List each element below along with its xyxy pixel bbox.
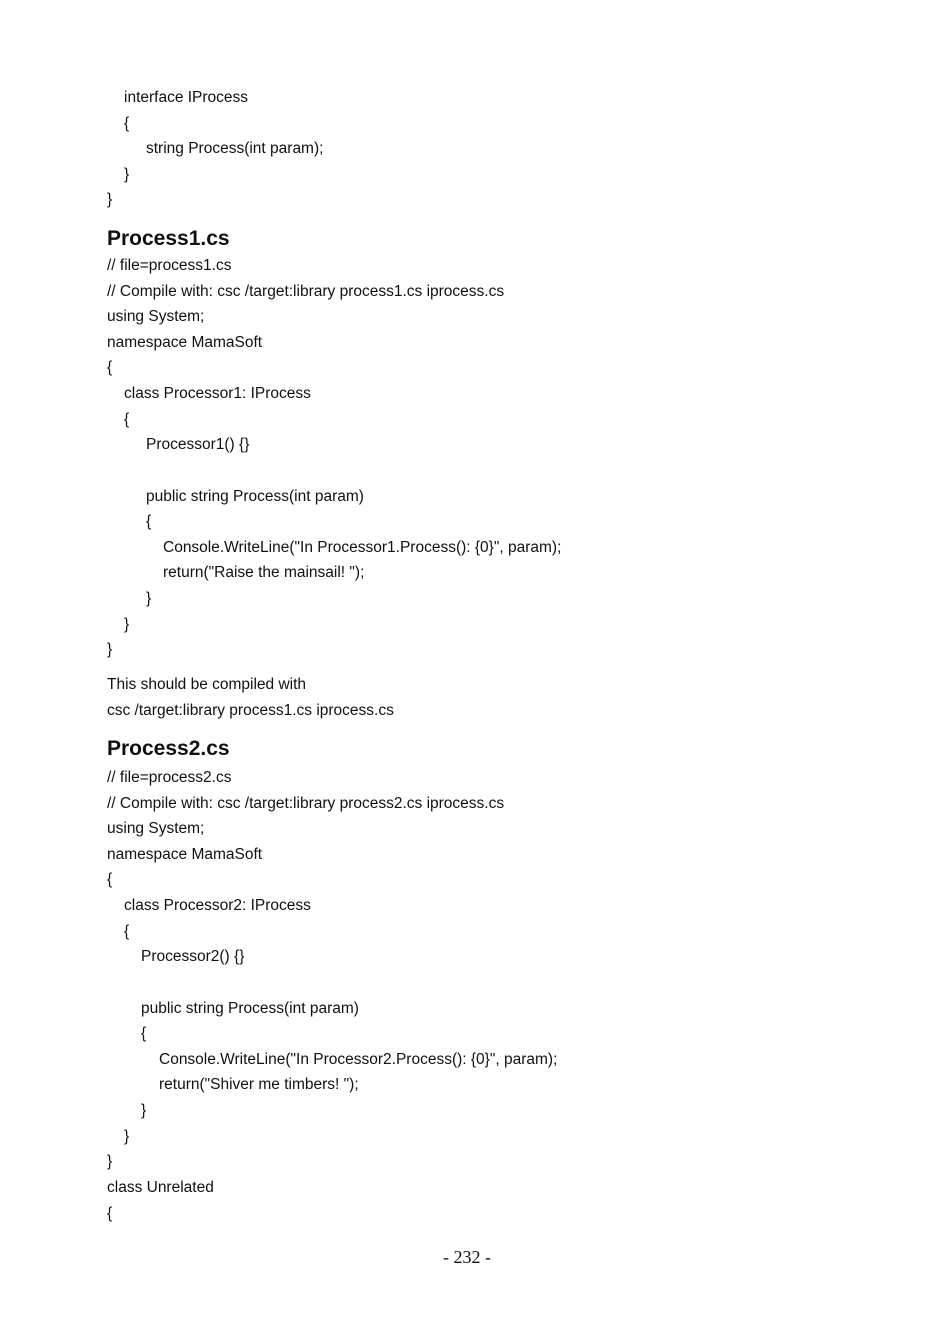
code-line: } <box>141 1102 147 1119</box>
code-line: Processor1() {} <box>146 436 250 453</box>
code-line: } <box>107 641 113 658</box>
code-line: } <box>146 590 152 607</box>
code-line: Console.WriteLine("In Processor1.Process(): {0}", param); <box>163 539 562 556</box>
code-line: // file=process2.cs <box>107 769 232 786</box>
code-line: class Processor2: IProcess <box>124 897 311 914</box>
code-line: // Compile with: csc /target:library process2.cs iprocess.cs <box>107 795 505 812</box>
code-line: Processor2() {} <box>141 948 245 965</box>
code-line: } <box>124 166 130 183</box>
section-heading: Process1.cs <box>107 227 230 250</box>
body-text: csc /target:library process1.cs iprocess.cs <box>107 702 394 719</box>
section-heading: Process2.cs <box>107 737 230 760</box>
code-line: return("Shiver me timbers! "); <box>159 1076 359 1093</box>
code-line: namespace MamaSoft <box>107 334 263 351</box>
code-line: { <box>141 1025 147 1042</box>
code-line: Console.WriteLine("In Processor2.Process(): {0}", param); <box>159 1051 558 1068</box>
code-line: // Compile with: csc /target:library process1.cs iprocess.cs <box>107 283 505 300</box>
code-line: { <box>107 1205 113 1222</box>
body-text: This should be compiled with <box>107 676 307 693</box>
code-line: } <box>107 1153 113 1170</box>
code-line: { <box>107 871 113 888</box>
code-line: { <box>107 359 113 376</box>
code-line: class Processor1: IProcess <box>124 385 311 402</box>
code-line: string Process(int param); <box>146 140 324 157</box>
code-line: { <box>124 923 130 940</box>
code-line: { <box>146 513 152 530</box>
code-line: namespace MamaSoft <box>107 846 263 863</box>
code-line: { <box>124 115 130 132</box>
code-line: } <box>124 616 130 633</box>
code-line: // file=process1.cs <box>107 257 232 274</box>
page-number: - 232 - <box>443 1247 491 1267</box>
code-line: { <box>124 411 130 428</box>
code-line: } <box>107 191 113 208</box>
code-line: class Unrelated <box>107 1179 214 1196</box>
code-line: } <box>124 1128 130 1145</box>
code-line: using System; <box>107 308 205 325</box>
code-line: public string Process(int param) <box>141 1000 359 1017</box>
code-line: return("Raise the mainsail! "); <box>163 564 365 581</box>
code-line: interface IProcess <box>124 89 249 106</box>
code-line: public string Process(int param) <box>146 488 364 505</box>
code-line: using System; <box>107 820 205 837</box>
